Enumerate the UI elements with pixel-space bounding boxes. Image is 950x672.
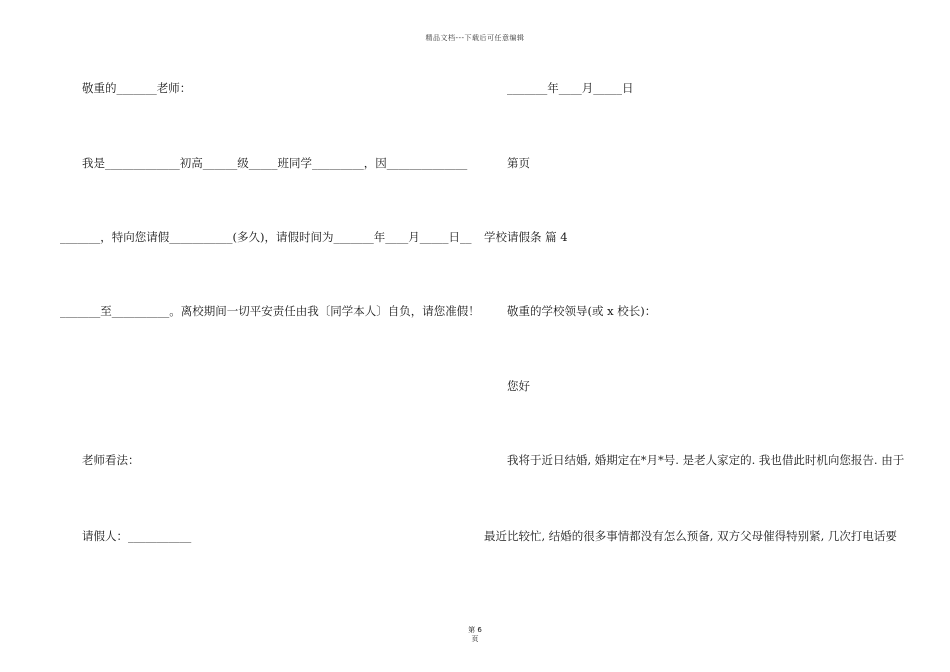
page-number-line2: 页	[471, 635, 479, 643]
salutation-teacher: 敬重的_______老师：	[82, 81, 192, 95]
applicant-signature-line: 请假人：___________	[82, 529, 192, 543]
salutation-leader: 敬重的学校领导(或 x 校长)：	[507, 304, 657, 318]
section-title: 学校请假条 篇 4	[484, 230, 568, 244]
page-footer	[455, 626, 495, 644]
teacher-opinion-label: 老师看法：	[82, 453, 140, 467]
student-intro-line: 我是_____________初高______级_____班同学_________，因______________	[82, 156, 468, 170]
leave-responsibility-line: _______至__________。离校期间一切平安责任由我〔同学本人〕自负，请您准假！	[60, 304, 480, 318]
greeting: 您好	[507, 379, 530, 393]
page-header: 精品文档---下载后可任意编辑	[425, 34, 525, 42]
body-line-2: 最近比较忙, 结婚的很多事情都没有怎么预备, 双方父母催得特别紧, 几次打电话要	[484, 529, 897, 543]
leave-duration-line: _______，特向您请假___________(多久)，请假时间为_______年____月_____日__	[60, 230, 472, 244]
page-marker: 第页	[507, 156, 530, 170]
page-number-line1: 第 6	[468, 626, 482, 634]
date-line: _______年____月_____日	[507, 81, 634, 95]
body-line-1: 我将于近日结婚, 婚期定在*月*号. 是老人家定的. 我也借此时机向您报告. 由于	[507, 453, 905, 467]
